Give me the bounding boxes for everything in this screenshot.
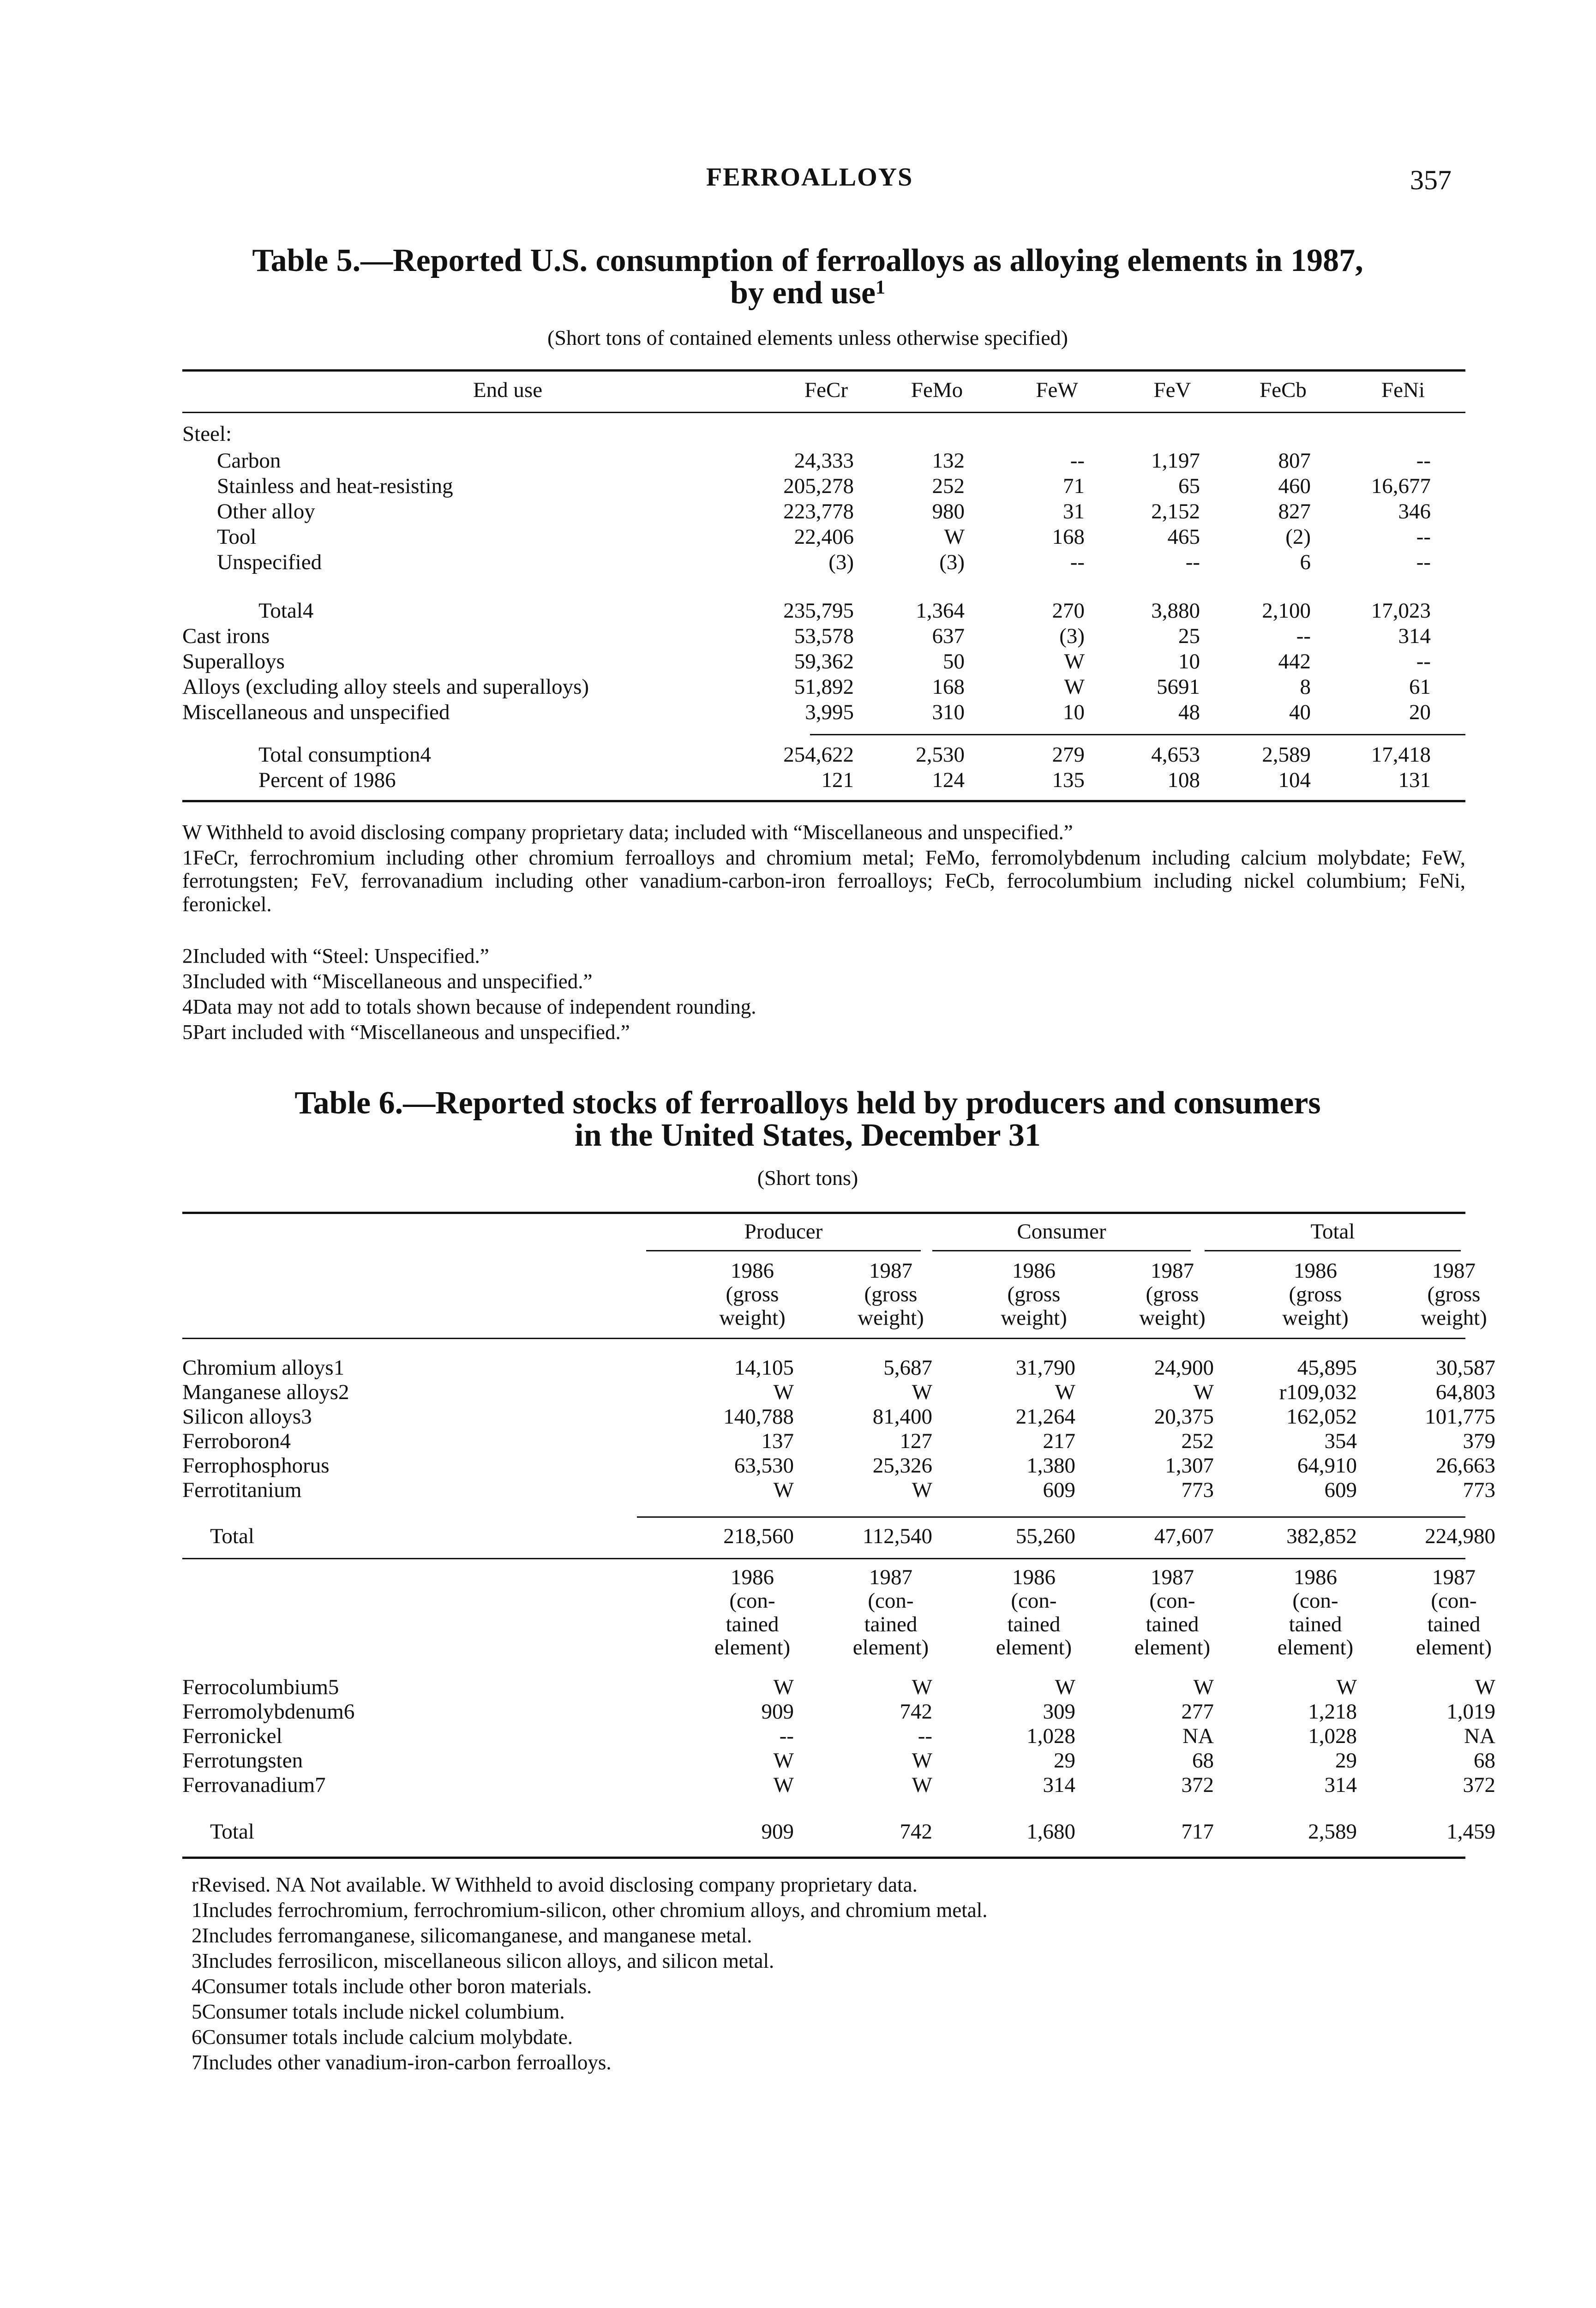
table5-cell: 10 <box>1063 700 1085 724</box>
table5-cell: W <box>944 525 965 549</box>
table6-subheader-line: 1986 <box>1012 1565 1056 1589</box>
table5-row-label: Carbon <box>217 449 281 473</box>
table6-cell: W <box>1193 1380 1214 1404</box>
table5-cell: 3,995 <box>805 700 854 724</box>
table6-subheader-line: 1987 <box>869 1259 912 1283</box>
table5-footnote: 2Included with “Steel: Unspecified.” <box>182 944 489 968</box>
table6-cell: 26,663 <box>1435 1454 1495 1478</box>
table5-col-enduse: End use <box>473 378 543 402</box>
table6-subheader-line: weight) <box>1421 1305 1487 1330</box>
table5-row-label: Alloys (excluding alloy steels and superalloys) <box>182 675 589 699</box>
table6-footnote: 5Consumer totals include nickel columbium. <box>192 2000 565 2023</box>
table5-cell: 310 <box>932 700 965 724</box>
table5-title-sup: 1 <box>876 277 886 298</box>
table5-cell: 16,677 <box>1371 474 1431 498</box>
table6-cell: W <box>912 1675 932 1699</box>
table5-header-rule <box>182 412 1465 413</box>
table6-gross-sum-rule <box>637 1516 1465 1518</box>
table5-row-label: Stainless and heat-resisting <box>217 474 453 498</box>
table6-header-rule <box>182 1338 1465 1339</box>
table6-cell: W <box>773 1380 794 1404</box>
table6-mid-rule <box>182 1558 1465 1559</box>
table6-row-label: Ferrocolumbium5 <box>182 1675 339 1699</box>
table5-cell: 5691 <box>1157 675 1200 699</box>
table6-cell: W <box>773 1773 794 1797</box>
table6-cell: 64,910 <box>1297 1454 1357 1478</box>
table6-subheader <box>1108 1259 1237 1329</box>
table5-footnote: 1FeCr, ferrochromium including other chromium ferroalloys and chromium metal; FeMo, ferromolybdenum including calcium molybdate; FeW, ferrotungsten; FeV, ferrovanadium including other vanadium-carbon-iron ferroalloys; FeCb, ferrocolumbium including nickel columbium; FeNi, feronickel. <box>182 846 1465 916</box>
table5-title <box>138 245 1477 309</box>
table6-subheader-line: tained <box>1007 1612 1061 1636</box>
table5-cell: 65 <box>1178 474 1200 498</box>
table6-cell: 21,264 <box>1015 1405 1075 1429</box>
table5-cell: (2) <box>1285 525 1311 549</box>
table5-row-label: Total4 <box>258 599 314 623</box>
table6-cell: 137 <box>761 1429 794 1453</box>
table6-cell: W <box>1475 1675 1495 1699</box>
table6-cell: 609 <box>1043 1478 1075 1502</box>
table6-title <box>138 1087 1477 1152</box>
table6-row-label: Ferrotungsten <box>182 1749 303 1773</box>
table6-cell: W <box>912 1380 932 1404</box>
table5-col-fecr: FeCr <box>804 378 848 402</box>
table6-subheader-line: 1987 <box>1151 1259 1194 1283</box>
table6-cell: 1,218 <box>1308 1700 1357 1724</box>
table6-cell: 68 <box>1192 1749 1214 1773</box>
table5-cell: -- <box>1416 649 1431 673</box>
table5-steel-label: Steel: <box>182 422 232 446</box>
table6-cell: -- <box>918 1724 932 1748</box>
table5-cell: 53,578 <box>794 624 854 648</box>
table5-cell: W <box>1064 675 1085 699</box>
table6-footnote: 7Includes other vanadium-iron-carbon ferroalloys. <box>192 2051 612 2074</box>
table6-cell: 14,105 <box>734 1356 794 1380</box>
table5-cell: -- <box>1416 449 1431 473</box>
table6-total-cell: 112,540 <box>862 1524 932 1548</box>
table5-cell: 807 <box>1278 449 1311 473</box>
table5-cell: 314 <box>1398 624 1431 648</box>
table5-cell: 2,530 <box>916 743 965 767</box>
table6-cell: W <box>1336 1675 1357 1699</box>
table6-total-label: Total <box>210 1524 254 1548</box>
table5-cell: 135 <box>1052 768 1085 792</box>
table5-cell: 254,622 <box>783 743 854 767</box>
table6-subheader <box>1389 1259 1518 1329</box>
table5-cell: 108 <box>1167 768 1200 792</box>
table5-cell: 50 <box>943 649 965 673</box>
table6-subheader-line: (con- <box>868 1588 914 1613</box>
table6-subheader-line: 1987 <box>869 1565 912 1589</box>
table6-subheader-line: element) <box>852 1635 929 1660</box>
table6-cell: 277 <box>1181 1700 1214 1724</box>
table5-cell: 24,333 <box>794 449 854 473</box>
table5-cell: 980 <box>932 499 965 523</box>
table6-cell: 773 <box>1181 1478 1214 1502</box>
table5-cell: 205,278 <box>783 474 854 498</box>
table6-subheader-line: 1987 <box>1432 1565 1476 1589</box>
table6-subheader-line: (con- <box>1149 1588 1195 1613</box>
table6-subheader <box>826 1259 955 1329</box>
table5-cell: 6 <box>1300 550 1311 574</box>
table6-row-label: Ferromolybdenum6 <box>182 1700 355 1724</box>
table5-cell: (3) <box>939 550 965 574</box>
table5-cell: 40 <box>1289 700 1311 724</box>
table5-cell: 10 <box>1178 649 1200 673</box>
table6-cell: W <box>1055 1675 1075 1699</box>
table6-cell: NA <box>1464 1724 1495 1748</box>
table6-subheader-line: 1986 <box>731 1259 774 1283</box>
table6-group-underline <box>646 1250 921 1251</box>
table5-cell: 22,406 <box>794 525 854 549</box>
table5-cell: (3) <box>1059 624 1085 648</box>
table6-total-cell: 55,260 <box>1015 1524 1075 1548</box>
table6-row-label: Ferroboron4 <box>182 1429 291 1453</box>
table6-cell: 45,895 <box>1297 1356 1357 1380</box>
table5-cell: 25 <box>1178 624 1200 648</box>
table6-subheader-line: weight) <box>858 1305 924 1330</box>
table6-cell: W <box>773 1749 794 1773</box>
table6-cell: 1,028 <box>1308 1724 1357 1748</box>
table6-cell: 101,775 <box>1425 1405 1495 1429</box>
table5-cell: 124 <box>932 768 965 792</box>
table5-cell: 2,589 <box>1262 743 1311 767</box>
table5-cell: 2,152 <box>1151 499 1200 523</box>
table6-subheader-line: weight) <box>719 1305 786 1330</box>
page-number: 357 <box>1410 165 1452 195</box>
table6-subheader-line: element) <box>996 1635 1072 1660</box>
table6-subheader-line: element) <box>1134 1635 1211 1660</box>
table6-subheader <box>688 1259 817 1329</box>
table5-cell: 132 <box>932 449 965 473</box>
table6-subheader-line: weight) <box>1282 1305 1349 1330</box>
table6-cell: W <box>912 1749 932 1773</box>
table6-subheader-line: (gross <box>864 1282 918 1306</box>
table5-row-label: Total consumption4 <box>258 743 431 767</box>
table6-cell: W <box>1055 1380 1075 1404</box>
table6-subheader-line: (gross <box>726 1282 779 1306</box>
table6-cell: 81,400 <box>872 1405 932 1429</box>
table6-subheader-line: tained <box>726 1612 779 1636</box>
table6-cell: 742 <box>900 1700 932 1724</box>
table5-cell: -- <box>1416 550 1431 574</box>
table5-cell: 31 <box>1063 499 1085 523</box>
table6-cell: 372 <box>1463 1773 1495 1797</box>
table5-cell: 1,197 <box>1151 449 1200 473</box>
table5-row-label: Percent of 1986 <box>258 768 396 792</box>
table6-cell: 63,530 <box>734 1454 794 1478</box>
table6-cell: 25,326 <box>872 1454 932 1478</box>
table6-cell: 68 <box>1474 1749 1495 1773</box>
table6-cell: 379 <box>1463 1429 1495 1453</box>
table5-cell: 51,892 <box>794 675 854 699</box>
table6-subheader-line: element) <box>1277 1635 1354 1660</box>
table6-cell: 372 <box>1181 1773 1214 1797</box>
table6-cell: 252 <box>1181 1429 1214 1453</box>
table5-footnote: 3Included with “Miscellaneous and unspecified.” <box>182 970 593 993</box>
table5-cell: 1,364 <box>916 599 965 623</box>
table6-footnote: 2Includes ferromanganese, silicomanganese, and manganese metal. <box>192 1924 752 1947</box>
table5-cell: 465 <box>1167 525 1200 549</box>
table6-cell: 20,375 <box>1154 1405 1214 1429</box>
table6-cell: 609 <box>1324 1478 1357 1502</box>
table6-cell: r109,032 <box>1279 1380 1357 1404</box>
table5-cell: -- <box>1296 624 1311 648</box>
table6-subheader-line: (gross <box>1146 1282 1199 1306</box>
table6-subheader-line: 1986 <box>1012 1259 1056 1283</box>
table6-top-rule <box>182 1212 1465 1214</box>
table6-subheader-line: (gross <box>1007 1282 1061 1306</box>
table5-row-label: Superalloys <box>182 649 285 673</box>
table6-cell: 29 <box>1335 1749 1357 1773</box>
table5-cell: 61 <box>1409 675 1431 699</box>
table6-subheader <box>969 1259 1098 1329</box>
table6-total-cell: 1,680 <box>1026 1820 1075 1844</box>
table6-cell: 24,900 <box>1154 1356 1214 1380</box>
table6-cell: 217 <box>1043 1429 1075 1453</box>
table5-cell: 8 <box>1300 675 1311 699</box>
table6-subheader-line: element) <box>1416 1635 1492 1660</box>
table5-cell: 168 <box>1052 525 1085 549</box>
table5-cell: 168 <box>932 675 965 699</box>
table5-cell: 252 <box>932 474 965 498</box>
table6-cell: 354 <box>1324 1429 1357 1453</box>
table6-cell: 909 <box>761 1700 794 1724</box>
table5-cell: 17,023 <box>1371 599 1431 623</box>
table6-cell: W <box>773 1478 794 1502</box>
table6-footnote: 6Consumer totals include calcium molybdate. <box>192 2026 573 2049</box>
table5-col-femo: FeMo <box>911 378 963 402</box>
table6-cell: NA <box>1182 1724 1214 1748</box>
table6-cell: 127 <box>900 1429 932 1453</box>
table5-footnote: 4Data may not add to totals shown because of independent rounding. <box>182 995 756 1018</box>
table6-subheader-line: (gross <box>1289 1282 1342 1306</box>
table6-row-label: Ferrovanadium7 <box>182 1773 326 1797</box>
table6-subheader-line: 1986 <box>1294 1565 1337 1589</box>
table5-cell: 346 <box>1398 499 1431 523</box>
table6-subheader-line: weight) <box>1139 1305 1206 1330</box>
table6-subheader-line: element) <box>714 1635 791 1660</box>
table6-subheader-line: tained <box>1146 1612 1199 1636</box>
table6-subheader-line: weight) <box>1001 1305 1067 1330</box>
table5-cell: 235,795 <box>783 599 854 623</box>
table6-cell: -- <box>779 1724 794 1748</box>
table6-cell: 309 <box>1043 1700 1075 1724</box>
table5-row-label: Miscellaneous and unspecified <box>182 700 450 724</box>
table5-subtitle: (Short tons of contained elements unless otherwise specified) <box>547 326 1068 349</box>
table5-row-label: Unspecified <box>217 550 322 574</box>
table6-cell: 314 <box>1324 1773 1357 1797</box>
table5-cell: 460 <box>1278 474 1311 498</box>
table5-bottom-rule <box>182 800 1465 802</box>
table6-row-label: Ferronickel <box>182 1724 282 1748</box>
table6-cell: 64,803 <box>1435 1380 1495 1404</box>
table6-group-underline <box>932 1250 1191 1251</box>
table6-row-label: Manganese alloys2 <box>182 1380 349 1404</box>
table5-cell: 2,100 <box>1262 599 1311 623</box>
table6-subheader-line: 1986 <box>1294 1259 1337 1283</box>
table6-cell: 314 <box>1043 1773 1075 1797</box>
table6-total-cell: 2,589 <box>1308 1820 1357 1844</box>
table5-cell: 827 <box>1278 499 1311 523</box>
table6-subheader-line: 1987 <box>1432 1259 1476 1283</box>
table5-cell: 270 <box>1052 599 1085 623</box>
table5-row-label: Other alloy <box>217 499 315 523</box>
table6-subheader <box>1251 1259 1380 1329</box>
table5-cell: 442 <box>1278 649 1311 673</box>
table6-total-cell: 224,980 <box>1425 1524 1495 1548</box>
table6-cell: W <box>912 1773 932 1797</box>
table6-total-cell: 909 <box>761 1820 794 1844</box>
table6-cell: 30,587 <box>1435 1356 1495 1380</box>
table6-subheader-line: tained <box>1427 1612 1481 1636</box>
table6-group-consumer: Consumer <box>1017 1220 1106 1244</box>
table6-subheader-line: (con- <box>729 1588 775 1613</box>
table6-subheader <box>1108 1566 1237 1659</box>
table6-total-cell: 1,459 <box>1446 1820 1495 1844</box>
table6-subheader <box>969 1566 1098 1659</box>
table5-col-feni: FeNi <box>1381 378 1425 402</box>
table5-top-rule <box>182 369 1465 372</box>
table6-group-underline <box>1205 1250 1461 1251</box>
table6-title-line2: in the United States, December 31 <box>575 1118 1041 1153</box>
table6-cell: 162,052 <box>1286 1405 1357 1429</box>
table6-total-cell: 218,560 <box>723 1524 794 1548</box>
table5-col-fecb: FeCb <box>1260 378 1307 402</box>
table6-subheader-line: (con- <box>1292 1588 1338 1613</box>
table5-col-fev: FeV <box>1153 378 1191 402</box>
table5-cell: 104 <box>1278 768 1311 792</box>
table6-subheader-line: (gross <box>1427 1282 1481 1306</box>
table6-subheader-line: 1986 <box>731 1565 774 1589</box>
table5-col-few: FeW <box>1036 378 1078 402</box>
table6-subheader-line: (con- <box>1431 1588 1477 1613</box>
table6-cell: W <box>773 1675 794 1699</box>
table5-cell: 121 <box>821 768 854 792</box>
table5-cell: 223,778 <box>783 499 854 523</box>
table5-row-label: Tool <box>217 525 257 549</box>
table5-cell: (3) <box>828 550 854 574</box>
table5-cell: 59,362 <box>794 649 854 673</box>
table6-cell: W <box>1193 1675 1214 1699</box>
table5-sum-rule <box>810 734 1465 735</box>
table6-cell: 1,380 <box>1026 1454 1075 1478</box>
table6-subheader <box>1389 1566 1518 1659</box>
running-title: FERROALLOYS <box>706 163 913 192</box>
table6-cell: 29 <box>1054 1749 1075 1773</box>
table5-cell: -- <box>1416 525 1431 549</box>
table6-cell: 5,687 <box>883 1356 932 1380</box>
table5-cell: -- <box>1070 449 1085 473</box>
table6-row-label: Ferrotitanium <box>182 1478 302 1502</box>
table6-total-cell: 742 <box>900 1820 932 1844</box>
table6-cell: 140,788 <box>723 1405 794 1429</box>
table6-cell: 31,790 <box>1015 1356 1075 1380</box>
table5-footnote: W Withheld to avoid disclosing company proprietary data; included with “Miscellaneous and unspecified.” <box>182 821 1073 844</box>
table6-footnote: 1Includes ferrochromium, ferrochromium-silicon, other chromium alloys, and chromium metal. <box>192 1899 988 1922</box>
table5-cell: 17,418 <box>1371 743 1431 767</box>
table5-cell: -- <box>1070 550 1085 574</box>
table6-total-cell: 47,607 <box>1154 1524 1214 1548</box>
table5-title-line2: by end use <box>730 275 876 311</box>
table6-footnote: 4Consumer totals include other boron materials. <box>192 1975 592 1998</box>
table5-cell: W <box>1064 649 1085 673</box>
table5-footnote: 5Part included with “Miscellaneous and unspecified.” <box>182 1021 630 1044</box>
table6-total-label: Total <box>210 1820 254 1844</box>
table6-total-cell: 717 <box>1181 1820 1214 1844</box>
table6-subtitle: (Short tons) <box>757 1166 858 1190</box>
table6-footnote: rRevised. NA Not available. W Withheld to avoid disclosing company proprietary data. <box>192 1873 918 1896</box>
table6-subheader <box>688 1566 817 1659</box>
table5-cell: 48 <box>1178 700 1200 724</box>
table6-total-cell: 382,852 <box>1286 1524 1357 1548</box>
table6-subheader <box>826 1566 955 1659</box>
table6-subheader-line: (con- <box>1011 1588 1057 1613</box>
table6-cell: 1,028 <box>1026 1724 1075 1748</box>
table6-group-total: Total <box>1310 1220 1355 1244</box>
table6-subheader-line: tained <box>1289 1612 1342 1636</box>
table6-row-label: Ferrophosphorus <box>182 1454 330 1478</box>
table5-cell: 637 <box>932 624 965 648</box>
table6-row-label: Chromium alloys1 <box>182 1356 345 1380</box>
table6-subheader <box>1251 1566 1380 1659</box>
table6-cell: W <box>912 1478 932 1502</box>
table6-title-line1: Table 6.—Reported stocks of ferroalloys held by producers and consumers <box>294 1085 1321 1121</box>
table5-cell: 3,880 <box>1151 599 1200 623</box>
table6-subheader-line: 1987 <box>1151 1565 1194 1589</box>
table6-footnote: 3Includes ferrosilicon, miscellaneous silicon alloys, and silicon metal. <box>192 1949 774 1972</box>
table6-cell: 1,019 <box>1446 1700 1495 1724</box>
table5-cell: -- <box>1185 550 1200 574</box>
table6-cell: 1,307 <box>1165 1454 1214 1478</box>
table5-cell: 131 <box>1398 768 1431 792</box>
table5-cell: 71 <box>1063 474 1085 498</box>
table6-bottom-rule <box>182 1857 1465 1859</box>
table6-row-label: Silicon alloys3 <box>182 1405 312 1429</box>
table6-subheader-line: tained <box>864 1612 918 1636</box>
table5-row-label: Cast irons <box>182 624 270 648</box>
table5-title-line1: Table 5.—Reported U.S. consumption of ferroalloys as alloying elements in 1987, <box>252 243 1363 278</box>
table6-cell: 773 <box>1463 1478 1495 1502</box>
table5-cell: 4,653 <box>1151 743 1200 767</box>
table5-cell: 279 <box>1052 743 1085 767</box>
table6-group-producer: Producer <box>744 1220 823 1244</box>
table5-cell: 20 <box>1409 700 1431 724</box>
